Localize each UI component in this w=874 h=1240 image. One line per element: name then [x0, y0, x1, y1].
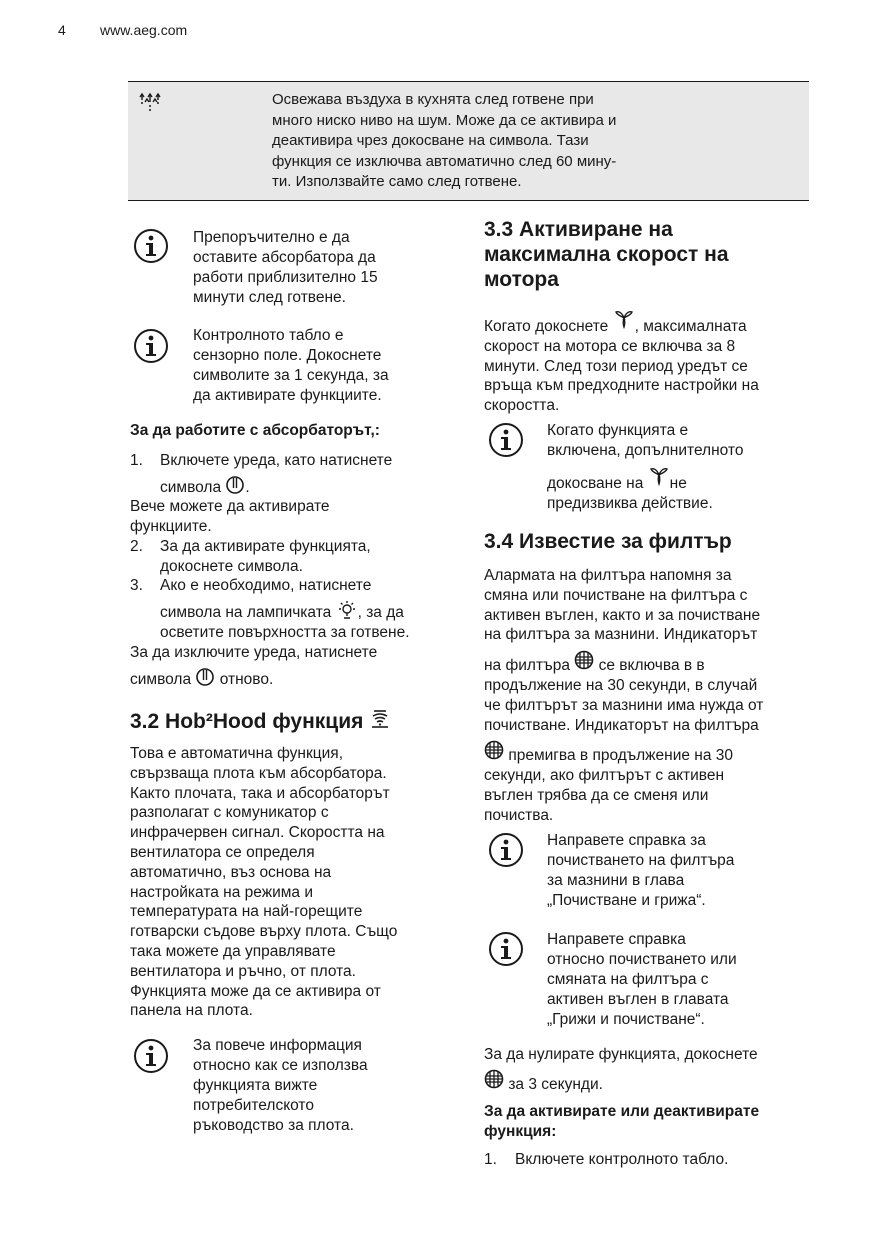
- filter-icon: [484, 1069, 504, 1089]
- note-charcoal-filter: Направете справка относно почистването или смяната на филтъра с активен въглен в главата „Грижи и почистване“.: [547, 931, 737, 1028]
- hob2hood-paragraph: Това е автоматична функция, свързваща плота към абсорбатора. Както плочата, така и абсорбаторът разполагат с комуникатор с инфрачервен сигнал. Скоростта на вентилатора се определя автоматично, въз основа на настройката на режима и температурата на най-горещите готварски съдове върху плота. Също така можете да управлявате вентилатора и ръчно, от плота. Функцията може да се активира от панела на плота.: [130, 745, 398, 1020]
- info-icon: [133, 328, 169, 364]
- fan-icon: [613, 309, 635, 329]
- step-1: 1. Включете уреда, като натиснете символа .: [130, 452, 393, 496]
- page-number: 4: [58, 22, 66, 38]
- breeze-description: Освежава въздуха в кухнята след готвене при много ниско ниво на шум. Може да се активира и деактивира чрез докосване на символа. Тази функция се изключва автоматично след 60 мину- ти. Използвайте само след готвене.: [272, 91, 617, 190]
- subheading-operate: За да работите с абсорбаторът,:: [130, 422, 380, 439]
- hob2hood-icon: [369, 708, 391, 730]
- step-2: 2. За да активирате функцията, докоснете символа.: [130, 538, 371, 575]
- note-grease-filter: Направете справка за почистването на филтъра за мазнини в глава „Почистване и грижа“.: [547, 832, 735, 909]
- filter-icon: [574, 650, 594, 670]
- switch-off-instruction: За да изключите уреда, натиснете символа отново.: [130, 644, 378, 688]
- note-hob-manual: За повече информация относно как се използва функцията вижте потребителското ръководство за плота.: [193, 1037, 368, 1134]
- info-icon: [488, 422, 524, 458]
- step-switch-on-panel: 1. Включете контролното табло.: [484, 1151, 729, 1168]
- header-url: www.aeg.com: [100, 22, 188, 38]
- after-step-1: Вече можете да активирате функциите.: [130, 498, 330, 535]
- filter-alert-paragraph: Алармата на филтъра напомня за смяна или почистване на филтъра с активен въглен, както и за почистване на филтъра за мазнини. Индикаторът на филтъра се включва в в продължение на 30 секунди, в случай че филтърът за мазнини има нужда от почистване. Индикаторът на филтъра премигва в продължение на 30 секунди, ако филтърът с активен въглен трябва да се сменя или почиства.: [484, 567, 764, 824]
- note-absorber-runtime: Препоръчително е да оставите абсорбатора да работи приблизително 15 минути след готвене.: [193, 229, 378, 306]
- reset-instruction: За да нулирате функцията, докоснете за 3 секунди.: [484, 1046, 758, 1093]
- info-icon: [488, 832, 524, 868]
- breeze-icon: [136, 90, 164, 112]
- power-icon: [195, 667, 215, 687]
- info-icon: [488, 931, 524, 967]
- step-3: 3. Ако е необходимо, натиснете символа на лампичката , за да осветите повърхността за готвене.: [130, 577, 410, 641]
- heading-3-2: 3.2 Hob²Hood функция: [130, 708, 391, 734]
- lamp-icon: [336, 600, 358, 620]
- note-touch-panel: Контролното табло е сензорно поле. Докоснете символите за 1 секунда, за да активирате функциите.: [193, 327, 389, 404]
- info-icon: [133, 228, 169, 264]
- breeze-function-table: [128, 81, 809, 201]
- power-icon: [225, 475, 245, 495]
- info-icon: [133, 1038, 169, 1074]
- subheading-activate: За да активирате или деактивирате функция:: [484, 1103, 760, 1140]
- heading-3-3: 3.3 Активиране на максимална скорост на мотора: [484, 218, 729, 291]
- fan-icon: [648, 466, 670, 486]
- note-extra-touch: Когато функцията е включена, допълнителното докосване на не предизвиква действие.: [547, 422, 744, 512]
- max-speed-paragraph: Когато докоснете , максималната скорост на мотора се включва за 8 минути. След този период уредът се връща към предходните настройки на скоростта.: [484, 309, 759, 416]
- filter-icon: [484, 740, 504, 760]
- heading-3-4: 3.4 Известие за филтър: [484, 530, 732, 553]
